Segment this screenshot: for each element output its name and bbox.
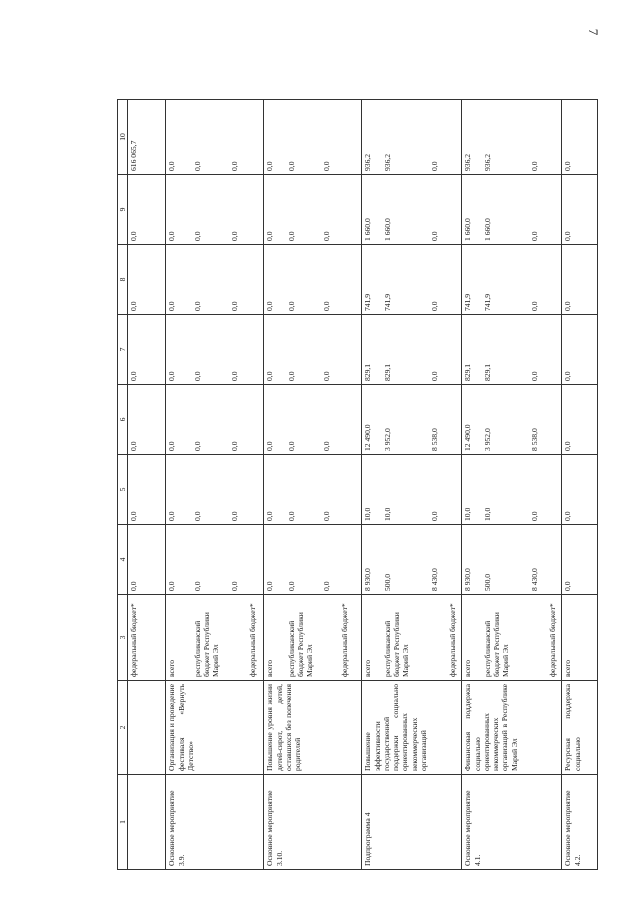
- funding-source-label: всего: [167, 659, 177, 677]
- cell-code: Основное мероприятие 4.2.: [562, 775, 598, 870]
- value-entry: 12 490,0: [463, 424, 473, 451]
- value-entry: 0,0: [563, 231, 573, 241]
- value-entry: 0,0: [167, 371, 177, 381]
- table-row: [462, 100, 562, 870]
- value-entry: 0,0: [229, 161, 239, 171]
- value-entry: 0,0: [265, 441, 275, 451]
- cell-value: [562, 455, 598, 525]
- value-entry: 0,0: [265, 581, 275, 591]
- value-entry: 741,9: [482, 293, 492, 311]
- value-entry: 3 952,0: [382, 428, 392, 451]
- value-entry: 0,0: [321, 511, 331, 521]
- value-entry: 0,0: [192, 511, 202, 521]
- value-entry: 0,0: [321, 161, 331, 171]
- value-entry: 8 930,0: [363, 568, 373, 591]
- funding-source-label: всего: [563, 659, 573, 677]
- cell-value: 0,0: [128, 175, 166, 245]
- funding-source-label: федеральный бюджет*: [448, 603, 458, 677]
- table-row: [362, 100, 462, 870]
- cell-value: 0,0: [128, 455, 166, 525]
- value-entry: 0,0: [563, 371, 573, 381]
- col-header: 5: [118, 455, 128, 525]
- funding-source-label: республиканский бюджет Республики Марий Эл: [382, 612, 410, 677]
- value-entry: 0,0: [229, 231, 239, 241]
- col-header: 10: [118, 100, 128, 175]
- cell-value: [362, 245, 462, 315]
- table-row: [166, 100, 264, 870]
- cell-source: [462, 595, 562, 681]
- value-entry: 0,0: [529, 231, 539, 241]
- value-entry: 1 660,0: [463, 218, 473, 241]
- value-entry: 0,0: [192, 371, 202, 381]
- table-row: [562, 100, 598, 870]
- value-entry: 1 660,0: [363, 218, 373, 241]
- value-entry: 0,0: [286, 161, 296, 171]
- cell-value: [362, 100, 462, 175]
- cell-value: [264, 245, 362, 315]
- value-entry: 10,0: [363, 507, 373, 521]
- cell-value: [362, 385, 462, 455]
- funding-source-label: всего: [265, 659, 275, 677]
- funding-source-label: республиканский бюджет Республики Марий Эл: [192, 612, 220, 677]
- cell-value: [264, 455, 362, 525]
- cell-value: 0,0: [128, 385, 166, 455]
- cell-value: [462, 525, 562, 595]
- value-entry: 8 538,0: [529, 428, 539, 451]
- value-entry: 1 660,0: [382, 218, 392, 241]
- value-entry: 0,0: [286, 301, 296, 311]
- cell-value: [462, 315, 562, 385]
- value-entry: 0,0: [265, 511, 275, 521]
- value-entry: 0,0: [192, 301, 202, 311]
- col-header: 9: [118, 175, 128, 245]
- cell-name: [128, 681, 166, 775]
- cell-name: Повышение уровня жизни детей-сирот, детей, оставшихся без попечения родителей: [264, 681, 362, 775]
- value-entry: 0,0: [286, 511, 296, 521]
- value-entry: 0,0: [429, 511, 439, 521]
- value-entry: 936,2: [482, 153, 492, 171]
- funding-source-label: всего: [463, 659, 473, 677]
- value-entry: 0,0: [167, 511, 177, 521]
- cell-value: [166, 245, 264, 315]
- cell-source: федеральный бюджет*: [128, 595, 166, 681]
- value-entry: 0,0: [429, 231, 439, 241]
- value-entry: 0,0: [563, 581, 573, 591]
- table-row: [128, 100, 166, 870]
- value-entry: 829,1: [463, 363, 473, 381]
- cell-name: Повышение эффективности государственной поддержки социально ориентированных некоммерческих организаций: [362, 681, 462, 775]
- value-entry: 500,0: [382, 573, 392, 591]
- col-header: 7: [118, 315, 128, 385]
- value-entry: 8 930,0: [463, 568, 473, 591]
- cell-value: [362, 455, 462, 525]
- value-entry: 0,0: [192, 231, 202, 241]
- value-entry: 0,0: [286, 441, 296, 451]
- cell-value: [166, 175, 264, 245]
- value-entry: 0,0: [265, 301, 275, 311]
- value-entry: 936,2: [463, 153, 473, 171]
- cell-source: [264, 595, 362, 681]
- value-entry: 8 538,0: [429, 428, 439, 451]
- cell-value: [462, 175, 562, 245]
- value-entry: 741,9: [382, 293, 392, 311]
- value-entry: 0,0: [167, 581, 177, 591]
- cell-value: [264, 385, 362, 455]
- value-entry: 0,0: [563, 161, 573, 171]
- value-entry: 0,0: [229, 301, 239, 311]
- cell-code: Основное мероприятие 4.1.: [462, 775, 562, 870]
- value-entry: 0,0: [265, 231, 275, 241]
- value-entry: 829,1: [482, 363, 492, 381]
- cell-value: [462, 385, 562, 455]
- cell-value: [562, 385, 598, 455]
- value-entry: 0,0: [529, 301, 539, 311]
- cell-value: [166, 455, 264, 525]
- funding-source-label: федеральный бюджет*: [548, 603, 558, 677]
- value-entry: 0,0: [192, 441, 202, 451]
- cell-value: [562, 175, 598, 245]
- value-entry: 8 430,0: [429, 568, 439, 591]
- cell-value: [166, 100, 264, 175]
- value-entry: 1 660,0: [482, 218, 492, 241]
- value-entry: 0,0: [167, 161, 177, 171]
- value-entry: 741,9: [363, 293, 373, 311]
- cell-value: [462, 245, 562, 315]
- value-entry: 829,1: [363, 363, 373, 381]
- value-entry: 0,0: [192, 161, 202, 171]
- cell-name: Финансовая поддержка социально ориентированных некоммерческих организаций в Республике Марий Эл: [462, 681, 562, 775]
- cell-value: [166, 385, 264, 455]
- cell-value: [562, 315, 598, 385]
- value-entry: 0,0: [265, 161, 275, 171]
- value-entry: 0,0: [429, 301, 439, 311]
- table-row: [264, 100, 362, 870]
- cell-value: [362, 525, 462, 595]
- cell-value: [562, 100, 598, 175]
- value-entry: 0,0: [429, 371, 439, 381]
- cell-value: [362, 175, 462, 245]
- value-entry: 0,0: [321, 301, 331, 311]
- value-entry: 0,0: [321, 371, 331, 381]
- funding-source-label: федеральный бюджет*: [248, 603, 258, 677]
- value-entry: 0,0: [321, 441, 331, 451]
- cell-value: [264, 175, 362, 245]
- cell-value: [462, 100, 562, 175]
- value-entry: 0,0: [265, 371, 275, 381]
- funding-source-label: всего: [363, 659, 373, 677]
- header-row: [118, 100, 128, 870]
- cell-source: [562, 595, 598, 681]
- value-entry: 0,0: [429, 161, 439, 171]
- cell-value: 616 065,7: [128, 100, 166, 175]
- value-entry: 936,2: [363, 153, 373, 171]
- value-entry: 0,0: [229, 511, 239, 521]
- cell-value: [362, 315, 462, 385]
- value-entry: 0,0: [167, 231, 177, 241]
- cell-value: [462, 455, 562, 525]
- cell-value: [166, 315, 264, 385]
- value-entry: 0,0: [563, 301, 573, 311]
- funding-source-label: федеральный бюджет*: [340, 603, 350, 677]
- cell-value: [264, 100, 362, 175]
- value-entry: 10,0: [382, 507, 392, 521]
- col-header: 3: [118, 595, 128, 681]
- value-entry: 0,0: [286, 581, 296, 591]
- value-entry: 0,0: [229, 441, 239, 451]
- funding-source-label: республиканский бюджет Республики Марий Эл: [286, 612, 314, 677]
- col-header: 8: [118, 245, 128, 315]
- cell-value: [166, 525, 264, 595]
- col-header: 1: [118, 775, 128, 870]
- value-entry: 0,0: [229, 581, 239, 591]
- cell-value: [264, 525, 362, 595]
- value-entry: 0,0: [192, 581, 202, 591]
- col-header: 6: [118, 385, 128, 455]
- value-entry: 0,0: [286, 231, 296, 241]
- col-header: 2: [118, 681, 128, 775]
- value-entry: 936,2: [382, 153, 392, 171]
- cell-code: [128, 775, 166, 870]
- cell-name: Ресурсная поддержка социально: [562, 681, 598, 775]
- value-entry: 0,0: [321, 581, 331, 591]
- value-entry: 0,0: [529, 511, 539, 521]
- cell-value: 0,0: [128, 315, 166, 385]
- value-entry: 12 490,0: [363, 424, 373, 451]
- cell-value: [562, 245, 598, 315]
- page-number: 7: [586, 28, 601, 36]
- value-entry: 0,0: [563, 511, 573, 521]
- cell-name: Организация и проведение фестиваля «Вернуть Детство»: [166, 681, 264, 775]
- value-entry: 0,0: [563, 441, 573, 451]
- value-entry: 0,0: [167, 301, 177, 311]
- value-entry: 0,0: [321, 231, 331, 241]
- value-entry: 3 952,0: [482, 428, 492, 451]
- value-entry: 0,0: [167, 441, 177, 451]
- cell-value: 0,0: [128, 525, 166, 595]
- cell-value: [264, 315, 362, 385]
- value-entry: 8 430,0: [529, 568, 539, 591]
- cell-code: Основное мероприятие 3.10.: [264, 775, 362, 870]
- budget-table: [117, 99, 598, 870]
- value-entry: 500,0: [482, 573, 492, 591]
- cell-source: [362, 595, 462, 681]
- value-entry: 10,0: [482, 507, 492, 521]
- cell-value: [562, 525, 598, 595]
- value-entry: 0,0: [529, 161, 539, 171]
- value-entry: 10,0: [463, 507, 473, 521]
- value-entry: 741,9: [463, 293, 473, 311]
- cell-code: Подпрограмма 4: [362, 775, 462, 870]
- value-entry: 0,0: [286, 371, 296, 381]
- col-header: 4: [118, 525, 128, 595]
- cell-source: [166, 595, 264, 681]
- funding-source-label: республиканский бюджет Республики Марий Эл: [482, 612, 510, 677]
- value-entry: 0,0: [529, 371, 539, 381]
- value-entry: 829,1: [382, 363, 392, 381]
- cell-value: 0,0: [128, 245, 166, 315]
- cell-code: Основное мероприятие 3.9.: [166, 775, 264, 870]
- value-entry: 0,0: [229, 371, 239, 381]
